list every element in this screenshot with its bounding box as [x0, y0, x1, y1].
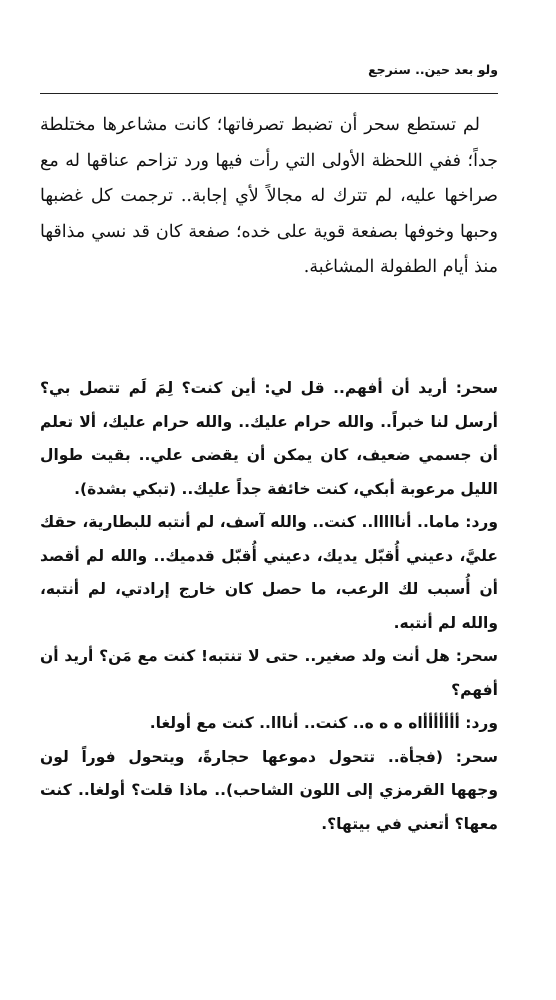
dialogue-line [40, 506, 498, 640]
running-header: ولو بعد حين.. سنرجع [368, 62, 498, 77]
speaker-name: سحر: [455, 747, 498, 766]
speaker-name: سحر: [455, 647, 498, 665]
narration-block [40, 108, 498, 286]
dialogue-line [40, 640, 498, 707]
dialogue-line [40, 707, 498, 741]
dialogue-text: أأأأأأأاه ه ه ه.. كنت.. أنااا.. كنت مع أولغا. [149, 714, 460, 732]
dialogue-line [40, 372, 498, 506]
speaker-name: سحر: [455, 379, 498, 397]
dialogue-text: (فجأة.. تتحول دموعها حجارةً، ويتحول فوراً لون وجهها القرمزي إلى اللون الشاحب).. ماذا قلت؟ أولغا.. كنت معها؟ أتعني في بيتها؟. [40, 747, 498, 833]
dialogue-line [40, 741, 498, 842]
dialogue-text: هل أنت ولد صغير.. حتى لا تنتبه! كنت مع مَن؟ أريد أن أفهم؟ [40, 647, 498, 699]
speaker-name: ورد: [465, 513, 498, 531]
dialogue-block [40, 372, 498, 841]
dialogue-text: ماما.. أنااااا.. كنت.. والله آسف، لم أنتبه للبطارية، حقك عليَّ، دعيني أُقبّل يديك، دعيني أُقبّل قدميك.. والله لم أقصد أن أُسبب لك الرعب، ما حصل كان خارج إرادتي، لم أنتبه، والله لم أنتبه. [40, 513, 498, 632]
dialogue-text: أريد أن أفهم.. قل لي: أين كنت؟ لِمَ لَم تتصل بي؟ أرسل لنا خبراً.. والله حرام عليك.. والله حرام عليك، ألا تعلم أن جسمي ضعيف، كان يمكن أن يقضى علي.. بقيت طوال الليل مرعوبة أبكي، كنت خائفة جداً عليك.. (تبكي بشدة). [40, 379, 498, 498]
header-rule [40, 93, 498, 94]
speaker-name: ورد: [465, 714, 498, 732]
narration-paragraph: لم تستطع سحر أن تضبط تصرفاتها؛ كانت مشاعرها مختلطة جداً؛ ففي اللحظة الأولى التي رأت فيها ورد تزاحم عناقها له مع صراخها عليه، لم تترك له مجالاً لأي إجابة.. ترجمت كل غضبها وحبها وخوفها بصفعة قوية على خده؛ صفعة كان قد نسي مذاقها منذ أيام الطفولة المشاغبة. [40, 115, 498, 277]
